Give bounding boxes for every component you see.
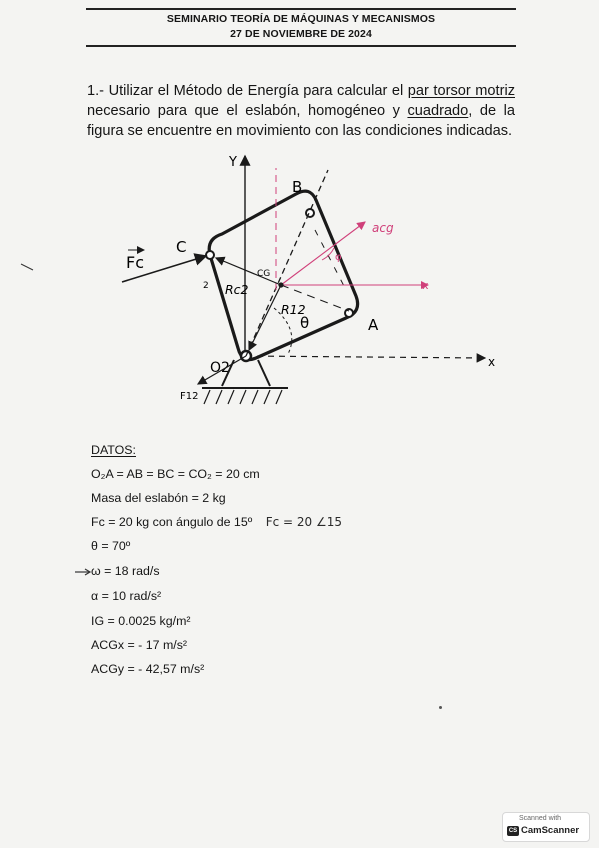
joint-a [345, 309, 353, 317]
point-a-label: A [368, 316, 379, 334]
point-c-label: C [176, 238, 187, 256]
handwritten-note: Fc = 20 ∠15 [265, 515, 342, 529]
data-force-text: Fc = 20 kg con ángulo de 15º [91, 515, 253, 529]
speck [439, 706, 442, 709]
point-o2-label: O2 [210, 360, 230, 376]
mechanism-figure [110, 148, 510, 420]
data-line-mass: Masa del eslabón = 2 kg [91, 491, 226, 505]
data-line-force [91, 515, 342, 529]
data-title: DATOS: [91, 443, 136, 457]
data-line-alpha: α = 10 rad/s² [91, 589, 162, 603]
ground-hatch [204, 390, 282, 404]
phi-label: φ [335, 252, 342, 263]
camscanner-badge [502, 812, 590, 842]
y-axis-label: Y [229, 155, 237, 170]
data-line-inertia: IG = 0.0025 kg/m² [91, 614, 191, 628]
rc2-vector [216, 258, 281, 285]
margin-mark [20, 262, 34, 272]
fc-label: Fc [126, 253, 144, 272]
x-label-cg: x [422, 279, 429, 292]
theta-label: θ [300, 314, 310, 332]
x-axis-label: x [488, 355, 496, 369]
camscanner-name: CamScanner [521, 825, 580, 836]
rc2-index-label: 2 [203, 281, 209, 291]
problem-underlined-square: cuadrado [407, 103, 469, 119]
problem-statement [87, 81, 515, 141]
problem-text-2: necesario para que el eslabón, homogéneo y [87, 103, 408, 119]
header-title: SEMINARIO TEORÍA DE MÁQUINAS Y MECANISMOS [166, 13, 436, 25]
data-line-theta: θ = 70º [91, 539, 131, 553]
square-link [209, 191, 357, 360]
f12-label: F12 [180, 391, 199, 402]
data-line-acgy: ACGy = - 42,57 m/s² [91, 662, 205, 676]
omega-margin-arrow [74, 568, 92, 576]
header-rule-bottom [86, 45, 516, 47]
header-rule-top [86, 8, 516, 10]
camscanner-logo-icon: CS [508, 828, 518, 834]
point-b-label: B [292, 178, 303, 196]
x-axis [246, 356, 485, 358]
joint-c [206, 251, 214, 259]
problem-underlined-torque: par torsor motriz [407, 83, 515, 99]
data-line-acgx: ACGx = - 17 m/s² [91, 638, 188, 652]
acg-label: acg [372, 221, 394, 235]
cg-label: CG [257, 269, 271, 279]
r12-vector [249, 285, 281, 350]
scanned-with-label: Scanned with [519, 815, 562, 822]
header-date: 27 DE NOVIEMBRE DE 2024 [230, 28, 372, 40]
r12-label: R12 [281, 302, 306, 317]
rc2-label: Rc2 [225, 282, 249, 297]
data-line-lengths: O₂A = AB = BC = CO₂ = 20 cm [91, 467, 260, 481]
acg-vector [281, 222, 365, 285]
problem-text-1: 1.- Utilizar el Método de Energía para calcular el [87, 83, 408, 99]
problem-text-3: , de la figura se encuentre en movimiento con las condiciones indicadas. [87, 103, 515, 139]
data-line-omega: ω = 18 rad/s [91, 564, 160, 578]
